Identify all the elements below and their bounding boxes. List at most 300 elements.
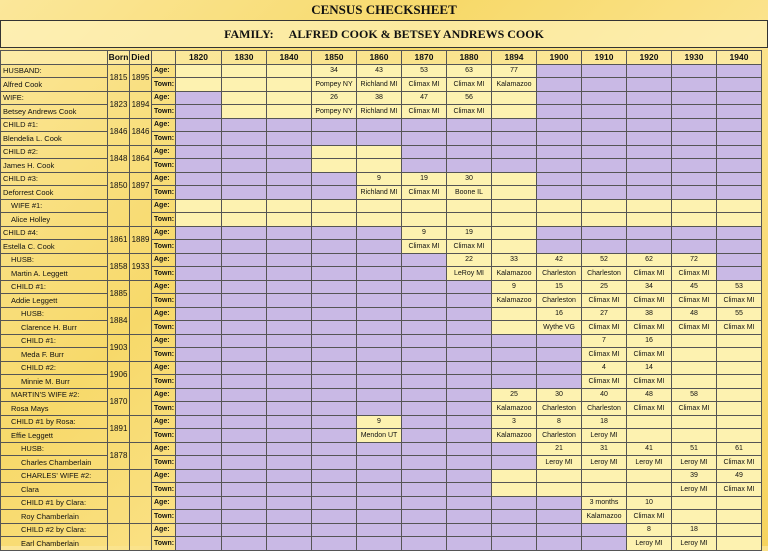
town-cell: Climax MI (447, 240, 492, 254)
age-label: Age: (152, 253, 176, 267)
town-cell (176, 537, 222, 551)
person-age-row (1, 307, 762, 321)
age-cell: 49 (717, 469, 762, 483)
age-cell (267, 496, 312, 510)
age-cell (176, 523, 222, 537)
age-cell (312, 145, 357, 159)
age-cell: 3 months (582, 496, 627, 510)
age-cell (492, 307, 537, 321)
age-cell (717, 64, 762, 78)
age-cell: 33 (492, 253, 537, 267)
town-cell: Climax MI (402, 240, 447, 254)
born-header: Born (108, 52, 129, 63)
person-role: CHILD #1 by Rosa: (1, 415, 108, 429)
town-cell (176, 159, 222, 173)
town-cell (672, 105, 717, 119)
born-year: 1823 (108, 91, 130, 118)
born-year (108, 199, 130, 226)
age-cell (267, 469, 312, 483)
age-cell: 22 (447, 253, 492, 267)
town-cell (222, 375, 267, 389)
town-cell: Kalamazoo (582, 510, 627, 524)
age-cell (176, 334, 222, 348)
age-cell: 16 (537, 307, 582, 321)
age-cell (222, 307, 267, 321)
age-cell: 4 (582, 361, 627, 375)
age-cell (176, 388, 222, 402)
age-cell (176, 469, 222, 483)
age-cell (312, 496, 357, 510)
town-cell: Climax MI (582, 375, 627, 389)
town-cell: Climax MI (717, 294, 762, 308)
age-cell (176, 253, 222, 267)
town-cell (537, 78, 582, 92)
town-cell (312, 483, 357, 497)
age-cell (312, 172, 357, 186)
town-cell (717, 132, 762, 146)
town-cell: Climax MI (672, 402, 717, 416)
town-cell (402, 483, 447, 497)
age-cell (717, 496, 762, 510)
age-cell (176, 64, 222, 78)
died-year (130, 307, 152, 334)
town-cell (312, 186, 357, 200)
born-year: 1850 (108, 172, 130, 199)
town-cell (717, 348, 762, 362)
person-role: CHILD #2: (1, 145, 108, 159)
town-cell: Climax MI (402, 105, 447, 119)
town-cell (627, 213, 672, 227)
town-cell: Climax MI (627, 294, 672, 308)
age-cell (312, 226, 357, 240)
town-label: Town: (152, 159, 176, 173)
person-name: Clarence H. Burr (1, 321, 108, 335)
town-cell: Climax MI (627, 510, 672, 524)
died-year: 1846 (130, 118, 152, 145)
year-header: 1830 (222, 51, 267, 65)
age-cell (717, 172, 762, 186)
town-cell (537, 483, 582, 497)
age-cell (492, 118, 537, 132)
age-cell (447, 415, 492, 429)
town-cell (447, 321, 492, 335)
age-cell (537, 226, 582, 240)
age-cell: 25 (492, 388, 537, 402)
age-cell (402, 415, 447, 429)
town-cell (267, 456, 312, 470)
age-cell: 40 (582, 388, 627, 402)
age-cell (582, 226, 627, 240)
town-cell: Richland MI (357, 105, 402, 119)
town-cell: Kalamazoo (492, 267, 537, 281)
town-cell: LeRoy MI (447, 267, 492, 281)
year-header: 1880 (447, 51, 492, 65)
age-cell (357, 226, 402, 240)
town-cell (222, 186, 267, 200)
age-cell (492, 334, 537, 348)
died-year (130, 469, 152, 496)
town-label: Town: (152, 483, 176, 497)
age-cell (582, 64, 627, 78)
town-cell (447, 483, 492, 497)
town-cell (176, 375, 222, 389)
town-cell (222, 402, 267, 416)
town-cell (222, 483, 267, 497)
age-cell (357, 361, 402, 375)
person-role: CHILD #1: (1, 118, 108, 132)
town-cell (492, 375, 537, 389)
died-year (130, 496, 152, 523)
year-header: 1930 (672, 51, 717, 65)
person-name: Charles Chamberlain (1, 456, 108, 470)
age-cell (537, 145, 582, 159)
age-cell (402, 523, 447, 537)
person-age-row (1, 118, 762, 132)
age-cell: 41 (627, 442, 672, 456)
person-role: CHILD #1: (1, 280, 108, 294)
age-cell (537, 118, 582, 132)
age-cell (267, 253, 312, 267)
town-cell: Climax MI (627, 402, 672, 416)
town-cell (312, 213, 357, 227)
age-cell (312, 361, 357, 375)
age-cell (222, 91, 267, 105)
person-name: Addie Leggett (1, 294, 108, 308)
age-cell (672, 145, 717, 159)
town-cell (537, 186, 582, 200)
age-label: Age: (152, 280, 176, 294)
town-cell (267, 78, 312, 92)
town-cell: Climax MI (717, 456, 762, 470)
town-cell: Leroy MI (627, 537, 672, 551)
age-cell (627, 145, 672, 159)
age-label: Age: (152, 469, 176, 483)
town-label: Town: (152, 537, 176, 551)
born-year (108, 469, 130, 496)
town-cell (672, 78, 717, 92)
town-cell (717, 429, 762, 443)
town-cell (582, 186, 627, 200)
person-age-row (1, 280, 762, 294)
town-cell: Climax MI (627, 267, 672, 281)
town-cell (176, 402, 222, 416)
age-cell (402, 199, 447, 213)
year-header: 1850 (312, 51, 357, 65)
age-label: Age: (152, 145, 176, 159)
family-header (0, 20, 768, 48)
town-cell (312, 348, 357, 362)
age-cell: 19 (402, 172, 447, 186)
person-role: CHILD #1: (1, 334, 108, 348)
town-cell (717, 402, 762, 416)
town-cell (357, 213, 402, 227)
died-year (130, 388, 152, 415)
town-label: Town: (152, 132, 176, 146)
age-cell (447, 523, 492, 537)
town-cell (537, 375, 582, 389)
age-cell: 39 (672, 469, 717, 483)
age-cell (582, 469, 627, 483)
age-cell: 25 (582, 280, 627, 294)
age-cell (672, 361, 717, 375)
age-cell (222, 523, 267, 537)
town-cell (492, 240, 537, 254)
town-cell (312, 267, 357, 281)
age-cell (537, 361, 582, 375)
age-cell: 48 (627, 388, 672, 402)
town-label: Town: (152, 213, 176, 227)
person-role: CHILD #2: (1, 361, 108, 375)
age-cell (672, 496, 717, 510)
person-name: Effie Leggett (1, 429, 108, 443)
age-cell (492, 172, 537, 186)
age-cell (176, 91, 222, 105)
town-cell: Climax MI (447, 105, 492, 119)
year-header: 1820 (176, 51, 222, 65)
age-cell (582, 145, 627, 159)
age-cell: 56 (447, 91, 492, 105)
town-cell (267, 240, 312, 254)
age-cell: 30 (447, 172, 492, 186)
person-role: CHILD #1 by Clara: (1, 496, 108, 510)
age-cell (672, 91, 717, 105)
age-cell (492, 523, 537, 537)
town-cell (537, 348, 582, 362)
town-cell (267, 159, 312, 173)
age-cell (222, 496, 267, 510)
born-year: 1848 (108, 145, 130, 172)
town-cell: Climax MI (672, 294, 717, 308)
town-cell (176, 267, 222, 281)
age-cell (267, 361, 312, 375)
town-cell (357, 321, 402, 335)
town-cell: Climax MI (672, 267, 717, 281)
age-cell (222, 172, 267, 186)
died-year (130, 334, 152, 361)
age-cell (717, 523, 762, 537)
age-cell (222, 253, 267, 267)
age-cell (267, 118, 312, 132)
town-cell (222, 132, 267, 146)
died-year: 1864 (130, 145, 152, 172)
town-cell (447, 294, 492, 308)
town-cell (402, 375, 447, 389)
town-cell: Climax MI (582, 321, 627, 335)
age-cell (717, 415, 762, 429)
age-cell (627, 64, 672, 78)
town-cell (537, 213, 582, 227)
age-cell (357, 496, 402, 510)
town-cell: Charleston (537, 429, 582, 443)
age-cell: 42 (537, 253, 582, 267)
town-cell (267, 132, 312, 146)
town-cell: Climax MI (582, 348, 627, 362)
died-year (130, 199, 152, 226)
age-cell: 18 (582, 415, 627, 429)
age-cell (492, 442, 537, 456)
age-cell (357, 253, 402, 267)
age-label: Age: (152, 523, 176, 537)
town-cell (627, 483, 672, 497)
page-title: CENSUS CHECKSHEET (311, 2, 457, 17)
town-cell (627, 159, 672, 173)
born-year: 1891 (108, 415, 130, 442)
town-cell (357, 240, 402, 254)
age-cell (357, 118, 402, 132)
age-cell (222, 226, 267, 240)
town-cell (717, 510, 762, 524)
age-label: Age: (152, 226, 176, 240)
age-cell (627, 469, 672, 483)
town-cell (176, 294, 222, 308)
person-role: HUSB: (1, 253, 108, 267)
person-age-row (1, 226, 762, 240)
age-cell (176, 145, 222, 159)
person-role: CHILD #2 by Clara: (1, 523, 108, 537)
town-cell (312, 510, 357, 524)
age-cell (267, 523, 312, 537)
died-year: 1897 (130, 172, 152, 199)
born-year: 1858 (108, 253, 130, 280)
town-cell (537, 159, 582, 173)
town-label: Town: (152, 321, 176, 335)
person-role: HUSBAND: (1, 64, 108, 78)
age-cell (672, 118, 717, 132)
town-cell (222, 78, 267, 92)
age-cell (672, 226, 717, 240)
person-age-row (1, 388, 762, 402)
age-cell: 9 (402, 226, 447, 240)
town-cell: Climax MI (627, 375, 672, 389)
age-cell: 8 (627, 523, 672, 537)
age-cell (537, 64, 582, 78)
age-cell (222, 199, 267, 213)
age-cell (717, 334, 762, 348)
died-year: 1933 (130, 253, 152, 280)
town-cell: Climax MI (627, 321, 672, 335)
age-cell (402, 280, 447, 294)
town-cell (176, 213, 222, 227)
person-age-row (1, 442, 762, 456)
town-cell (672, 213, 717, 227)
town-cell (357, 537, 402, 551)
town-cell (717, 78, 762, 92)
town-label: Town: (152, 78, 176, 92)
age-cell: 38 (627, 307, 672, 321)
town-cell (492, 537, 537, 551)
person-role: CHILD #4: (1, 226, 108, 240)
town-cell (402, 429, 447, 443)
age-cell: 34 (312, 64, 357, 78)
age-cell (492, 496, 537, 510)
town-label: Town: (152, 294, 176, 308)
age-cell (447, 469, 492, 483)
town-cell: Kalamazoo (492, 294, 537, 308)
town-cell (717, 105, 762, 119)
age-cell (447, 388, 492, 402)
age-cell: 34 (627, 280, 672, 294)
person-age-row (1, 523, 762, 537)
age-cell: 27 (582, 307, 627, 321)
town-cell (312, 294, 357, 308)
age-cell: 51 (672, 442, 717, 456)
age-cell: 55 (717, 307, 762, 321)
age-cell (492, 469, 537, 483)
person-name: Blendelia L. Cook (1, 132, 108, 146)
town-cell: Climax MI (717, 483, 762, 497)
age-cell (447, 334, 492, 348)
age-cell (357, 334, 402, 348)
town-cell (357, 402, 402, 416)
age-cell (176, 172, 222, 186)
town-cell: Mendon UT (357, 429, 402, 443)
age-cell (717, 361, 762, 375)
age-cell (582, 91, 627, 105)
town-cell: Charleston (537, 294, 582, 308)
town-cell (492, 186, 537, 200)
age-cell (176, 496, 222, 510)
town-cell (267, 213, 312, 227)
age-cell (267, 415, 312, 429)
age-cell (537, 199, 582, 213)
town-cell: Pompey NY (312, 105, 357, 119)
died-year (130, 280, 152, 307)
town-cell (582, 213, 627, 227)
town-cell: Kalamazoo (492, 402, 537, 416)
age-cell (717, 253, 762, 267)
age-cell (312, 415, 357, 429)
town-cell (267, 402, 312, 416)
person-role: MARTIN'S WIFE #2: (1, 388, 108, 402)
age-cell (357, 388, 402, 402)
town-cell (717, 537, 762, 551)
person-name: James H. Cook (1, 159, 108, 173)
town-cell (717, 240, 762, 254)
town-cell (447, 132, 492, 146)
age-label: Age: (152, 496, 176, 510)
town-cell (267, 294, 312, 308)
town-cell (312, 402, 357, 416)
age-cell (222, 388, 267, 402)
town-cell (267, 105, 312, 119)
town-cell (447, 510, 492, 524)
age-cell: 8 (537, 415, 582, 429)
town-cell: Climax MI (582, 294, 627, 308)
age-cell: 18 (672, 523, 717, 537)
town-cell (582, 483, 627, 497)
town-cell (582, 78, 627, 92)
town-cell (447, 402, 492, 416)
born-year: 1815 (108, 64, 130, 91)
person-role: CHARLES' WIFE #2: (1, 469, 108, 483)
age-cell (357, 280, 402, 294)
town-cell (492, 456, 537, 470)
age-cell (492, 91, 537, 105)
town-cell: Climax MI (402, 78, 447, 92)
age-cell: 26 (312, 91, 357, 105)
town-cell (492, 105, 537, 119)
age-cell (402, 307, 447, 321)
name-header (1, 51, 108, 65)
died-header: Died (131, 52, 150, 63)
person-role: WIFE: (1, 91, 108, 105)
age-cell (267, 307, 312, 321)
person-role: CHILD #3: (1, 172, 108, 186)
town-label: Town: (152, 375, 176, 389)
town-cell (312, 159, 357, 173)
town-cell (627, 132, 672, 146)
town-cell (492, 348, 537, 362)
